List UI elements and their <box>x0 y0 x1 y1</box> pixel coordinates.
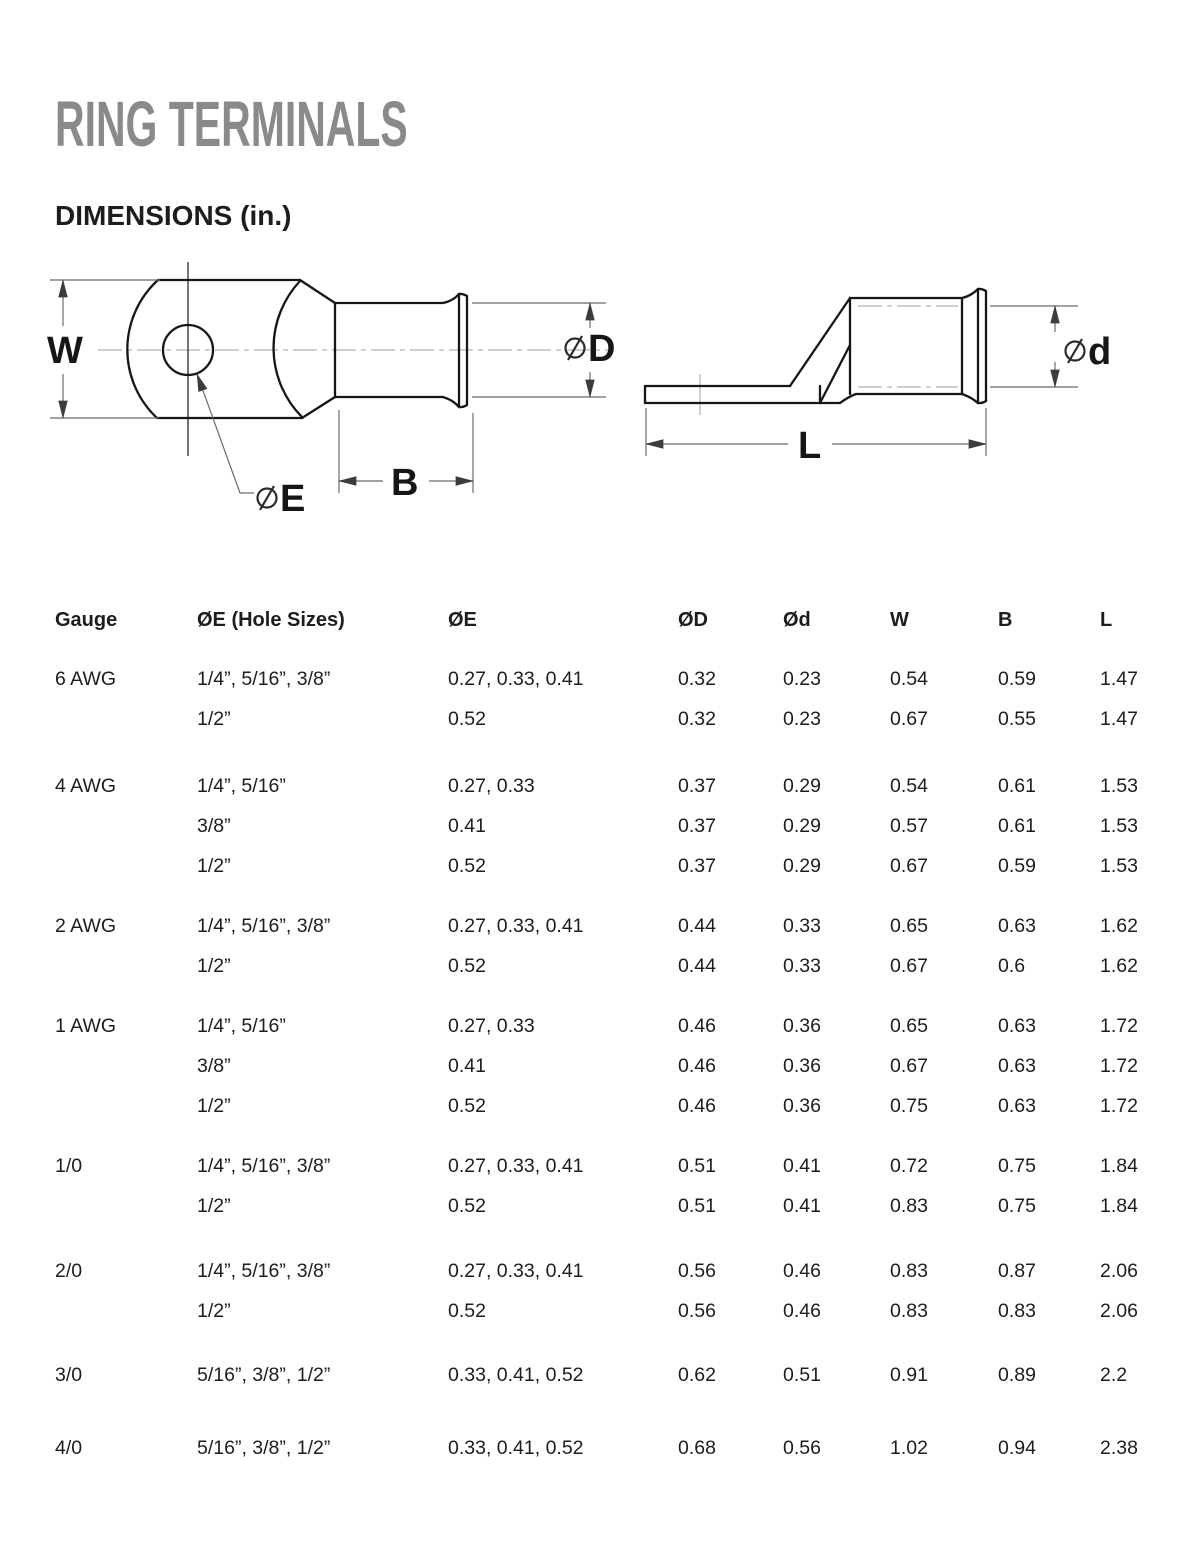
table-cell: 0.91 <box>890 1364 928 1386</box>
table-cell: 0.33 <box>783 915 821 937</box>
dimension-e-hole <box>197 374 305 520</box>
table-cell: 1/4”, 5/16” <box>197 775 286 797</box>
table-cell: 0.68 <box>678 1437 716 1459</box>
table-row <box>55 659 1160 699</box>
table-cell: 0.63 <box>998 1055 1036 1077</box>
table-cell: 0.37 <box>678 775 716 797</box>
table-cell: 0.61 <box>998 775 1036 797</box>
table-cell: 0.27, 0.33 <box>448 775 535 797</box>
table-cell: 0.67 <box>890 708 928 730</box>
table-cell: 0.52 <box>448 1095 486 1117</box>
table-cell: 4/0 <box>55 1437 83 1459</box>
table-cell: 1.84 <box>1100 1195 1138 1217</box>
table-cell: 5/16”, 3/8”, 1/2” <box>197 1437 331 1459</box>
table-cell <box>55 1086 197 1126</box>
table-cell: 0.72 <box>890 1155 928 1177</box>
table-cell: 1.62 <box>1100 955 1138 977</box>
table-cell: 0.75 <box>998 1195 1036 1217</box>
dimension-l <box>646 408 986 467</box>
table-cell: 0.89 <box>998 1364 1036 1386</box>
table-cell: 1.72 <box>1100 1055 1138 1077</box>
table-cell: 0.51 <box>678 1155 716 1177</box>
diameter-icon <box>1066 339 1085 363</box>
table-cell: 6 AWG <box>55 668 117 690</box>
table-cell: 0.65 <box>890 915 928 937</box>
table-cell: 0.46 <box>678 1055 716 1077</box>
table-cell: 0.37 <box>678 815 716 837</box>
table-cell: 0.41 <box>783 1195 821 1217</box>
table-cell: 2.06 <box>1100 1300 1138 1322</box>
table-cell: 0.32 <box>678 668 716 690</box>
table-cell: 2.06 <box>1100 1260 1138 1282</box>
table-cell: 0.36 <box>783 1095 821 1117</box>
table-cell: 0.83 <box>998 1300 1036 1322</box>
ring-terminal-top-view-diagram <box>40 250 620 535</box>
table-cell: 4 AWG <box>55 775 117 797</box>
table-cell: 0.75 <box>998 1155 1036 1177</box>
table-cell: 0.55 <box>998 708 1036 730</box>
table-cell: 0.63 <box>998 915 1036 937</box>
table-cell: 0.54 <box>890 775 928 797</box>
table-cell: 0.27, 0.33, 0.41 <box>448 1260 584 1282</box>
table-cell: 1.02 <box>890 1437 928 1459</box>
dimension-b <box>339 410 473 504</box>
dim-label-d-inner: d <box>1088 331 1112 373</box>
table-cell: 1.47 <box>1100 668 1138 690</box>
table-cell: 1/2” <box>197 708 231 730</box>
table-cell <box>55 1046 197 1086</box>
table-cell: 1.53 <box>1100 855 1138 877</box>
table-cell: 0.56 <box>678 1300 716 1322</box>
table-cell: 0.36 <box>783 1015 821 1037</box>
table-cell: 0.63 <box>998 1095 1036 1117</box>
table-cell: 1/4”, 5/16”, 3/8” <box>197 668 331 690</box>
table-cell: 1/0 <box>55 1155 83 1177</box>
table-cell: 0.56 <box>678 1260 716 1282</box>
table-row <box>55 846 1160 886</box>
table-header-cell: ØE <box>448 609 477 631</box>
side-view-drawing <box>630 250 1175 535</box>
dim-label-w: W <box>47 330 83 372</box>
table-cell: 0.52 <box>448 1195 486 1217</box>
table-row <box>55 699 1160 739</box>
table-row <box>55 1186 1160 1226</box>
table-cell: 0.83 <box>890 1260 928 1282</box>
table-row <box>55 946 1160 986</box>
dim-label-l: L <box>798 425 822 467</box>
table-header-cell: Gauge <box>55 609 118 631</box>
table-cell: 0.46 <box>678 1015 716 1037</box>
table-cell: 0.27, 0.33, 0.41 <box>448 668 584 690</box>
table-cell: 0.65 <box>890 1015 928 1037</box>
table-cell: 1.53 <box>1100 775 1138 797</box>
table-cell: 1.53 <box>1100 815 1138 837</box>
table-row <box>55 1428 1160 1468</box>
table-cell: 0.46 <box>678 1095 716 1117</box>
table-cell: 0.67 <box>890 855 928 877</box>
table-row <box>55 1291 1160 1331</box>
table-cell <box>55 1186 197 1226</box>
diameter-icon <box>566 336 585 360</box>
table-cell: 0.62 <box>678 1364 716 1386</box>
table-row <box>55 1086 1160 1126</box>
table-cell: 0.23 <box>783 668 821 690</box>
table-cell: 0.67 <box>890 955 928 977</box>
table-cell: 1/2” <box>197 1195 231 1217</box>
bore-hidden-lines <box>858 306 958 387</box>
table-cell: 0.37 <box>678 855 716 877</box>
table-cell: 1/4”, 5/16”, 3/8” <box>197 915 331 937</box>
table-cell: 3/8” <box>197 815 231 837</box>
table-cell: 1.47 <box>1100 708 1138 730</box>
table-cell: 0.33 <box>783 955 821 977</box>
table-cell: 0.23 <box>783 708 821 730</box>
table-cell: 0.94 <box>998 1437 1036 1459</box>
table-cell <box>55 946 197 986</box>
dimension-w <box>47 280 160 418</box>
table-cell: 0.41 <box>448 1055 486 1077</box>
ring-terminal-outline <box>127 280 467 418</box>
table-row <box>55 1146 1160 1186</box>
table-cell: 1/4”, 5/16” <box>197 1015 286 1037</box>
table-cell: 2.38 <box>1100 1437 1138 1459</box>
dimensions-table <box>55 600 1160 1468</box>
section-heading-dimensions: DIMENSIONS (in.) <box>55 200 292 231</box>
table-cell <box>55 846 197 886</box>
table-header-cell: L <box>1100 609 1113 631</box>
table-cell: 1.72 <box>1100 1015 1138 1037</box>
table-cell: 3/8” <box>197 1055 231 1077</box>
table-cell: 0.44 <box>678 955 716 977</box>
table-cell: 0.52 <box>448 955 486 977</box>
table-row <box>55 1006 1160 1046</box>
table-header-row <box>55 600 1160 640</box>
table-cell: 5/16”, 3/8”, 1/2” <box>197 1364 331 1386</box>
table-cell: 0.83 <box>890 1195 928 1217</box>
table-cell: 0.36 <box>783 1055 821 1077</box>
table-cell: 1/2” <box>197 855 231 877</box>
table-cell: 3/0 <box>55 1364 83 1386</box>
table-row <box>55 1251 1160 1291</box>
table-row <box>55 906 1160 946</box>
table-cell: 0.27, 0.33, 0.41 <box>448 1155 584 1177</box>
table-cell: 2 AWG <box>55 915 117 937</box>
table-cell: 1.84 <box>1100 1155 1138 1177</box>
table-cell: 0.63 <box>998 1015 1036 1037</box>
table-cell: 1/2” <box>197 1300 231 1322</box>
table-cell: 0.56 <box>783 1437 821 1459</box>
table-cell: 0.87 <box>998 1260 1036 1282</box>
table-cell: 0.41 <box>783 1155 821 1177</box>
table-row <box>55 766 1160 806</box>
table-cell: 0.6 <box>998 955 1026 977</box>
table-cell: 0.75 <box>890 1095 928 1117</box>
table-cell: 1/2” <box>197 955 231 977</box>
table-row <box>55 1355 1160 1395</box>
table-cell: 0.54 <box>890 668 928 690</box>
terminal-side-outline <box>645 289 986 403</box>
table-cell: 1 AWG <box>55 1015 117 1037</box>
dim-label-e: E <box>280 478 306 520</box>
table-cell: 0.83 <box>890 1300 928 1322</box>
table-header-cell: ØE (Hole Sizes) <box>197 609 345 631</box>
diameter-icon <box>258 486 277 510</box>
table-cell: 0.27, 0.33 <box>448 1015 535 1037</box>
table-cell <box>55 806 197 846</box>
table-row <box>55 806 1160 846</box>
top-view-drawing <box>40 250 620 535</box>
table-cell: 0.46 <box>783 1300 821 1322</box>
table-cell: 0.29 <box>783 815 821 837</box>
dim-label-b: B <box>391 462 419 504</box>
table-cell: 0.52 <box>448 855 486 877</box>
table-cell: 1/2” <box>197 1095 231 1117</box>
table-cell: 1/4”, 5/16”, 3/8” <box>197 1155 331 1177</box>
table-cell: 0.44 <box>678 915 716 937</box>
table-cell: 0.32 <box>678 708 716 730</box>
table-row <box>55 1046 1160 1086</box>
dim-label-d-outer: D <box>588 328 616 370</box>
table-cell <box>55 1291 197 1331</box>
table-cell: 1/4”, 5/16”, 3/8” <box>197 1260 331 1282</box>
table-cell: 0.52 <box>448 1300 486 1322</box>
table-cell: 0.61 <box>998 815 1036 837</box>
table-cell: 0.29 <box>783 855 821 877</box>
table-cell: 2/0 <box>55 1260 83 1282</box>
table-cell: 0.51 <box>783 1364 821 1386</box>
page-title: RING TERMINALS <box>55 88 408 160</box>
table-cell: 0.67 <box>890 1055 928 1077</box>
table-header-cell: W <box>890 609 909 631</box>
table-cell: 0.41 <box>448 815 486 837</box>
table-cell: 0.27, 0.33, 0.41 <box>448 915 584 937</box>
table-cell: 0.29 <box>783 775 821 797</box>
table-cell: 0.57 <box>890 815 928 837</box>
table-header-cell: B <box>998 609 1013 631</box>
table-cell: 0.46 <box>783 1260 821 1282</box>
table-cell: 1.62 <box>1100 915 1138 937</box>
table-cell: 0.33, 0.41, 0.52 <box>448 1364 584 1386</box>
table-header-cell: Ød <box>783 609 811 631</box>
table-cell: 0.51 <box>678 1195 716 1217</box>
table-cell: 1.72 <box>1100 1095 1138 1117</box>
table-cell: 0.59 <box>998 668 1036 690</box>
dimension-d-inner <box>990 306 1111 387</box>
table-cell: 0.33, 0.41, 0.52 <box>448 1437 584 1459</box>
table-cell <box>55 699 197 739</box>
ring-terminal-side-view-diagram <box>630 250 1175 535</box>
table-cell: 2.2 <box>1100 1364 1128 1386</box>
table-cell: 0.59 <box>998 855 1036 877</box>
table-header-cell: ØD <box>678 609 708 631</box>
table-cell: 0.52 <box>448 708 486 730</box>
